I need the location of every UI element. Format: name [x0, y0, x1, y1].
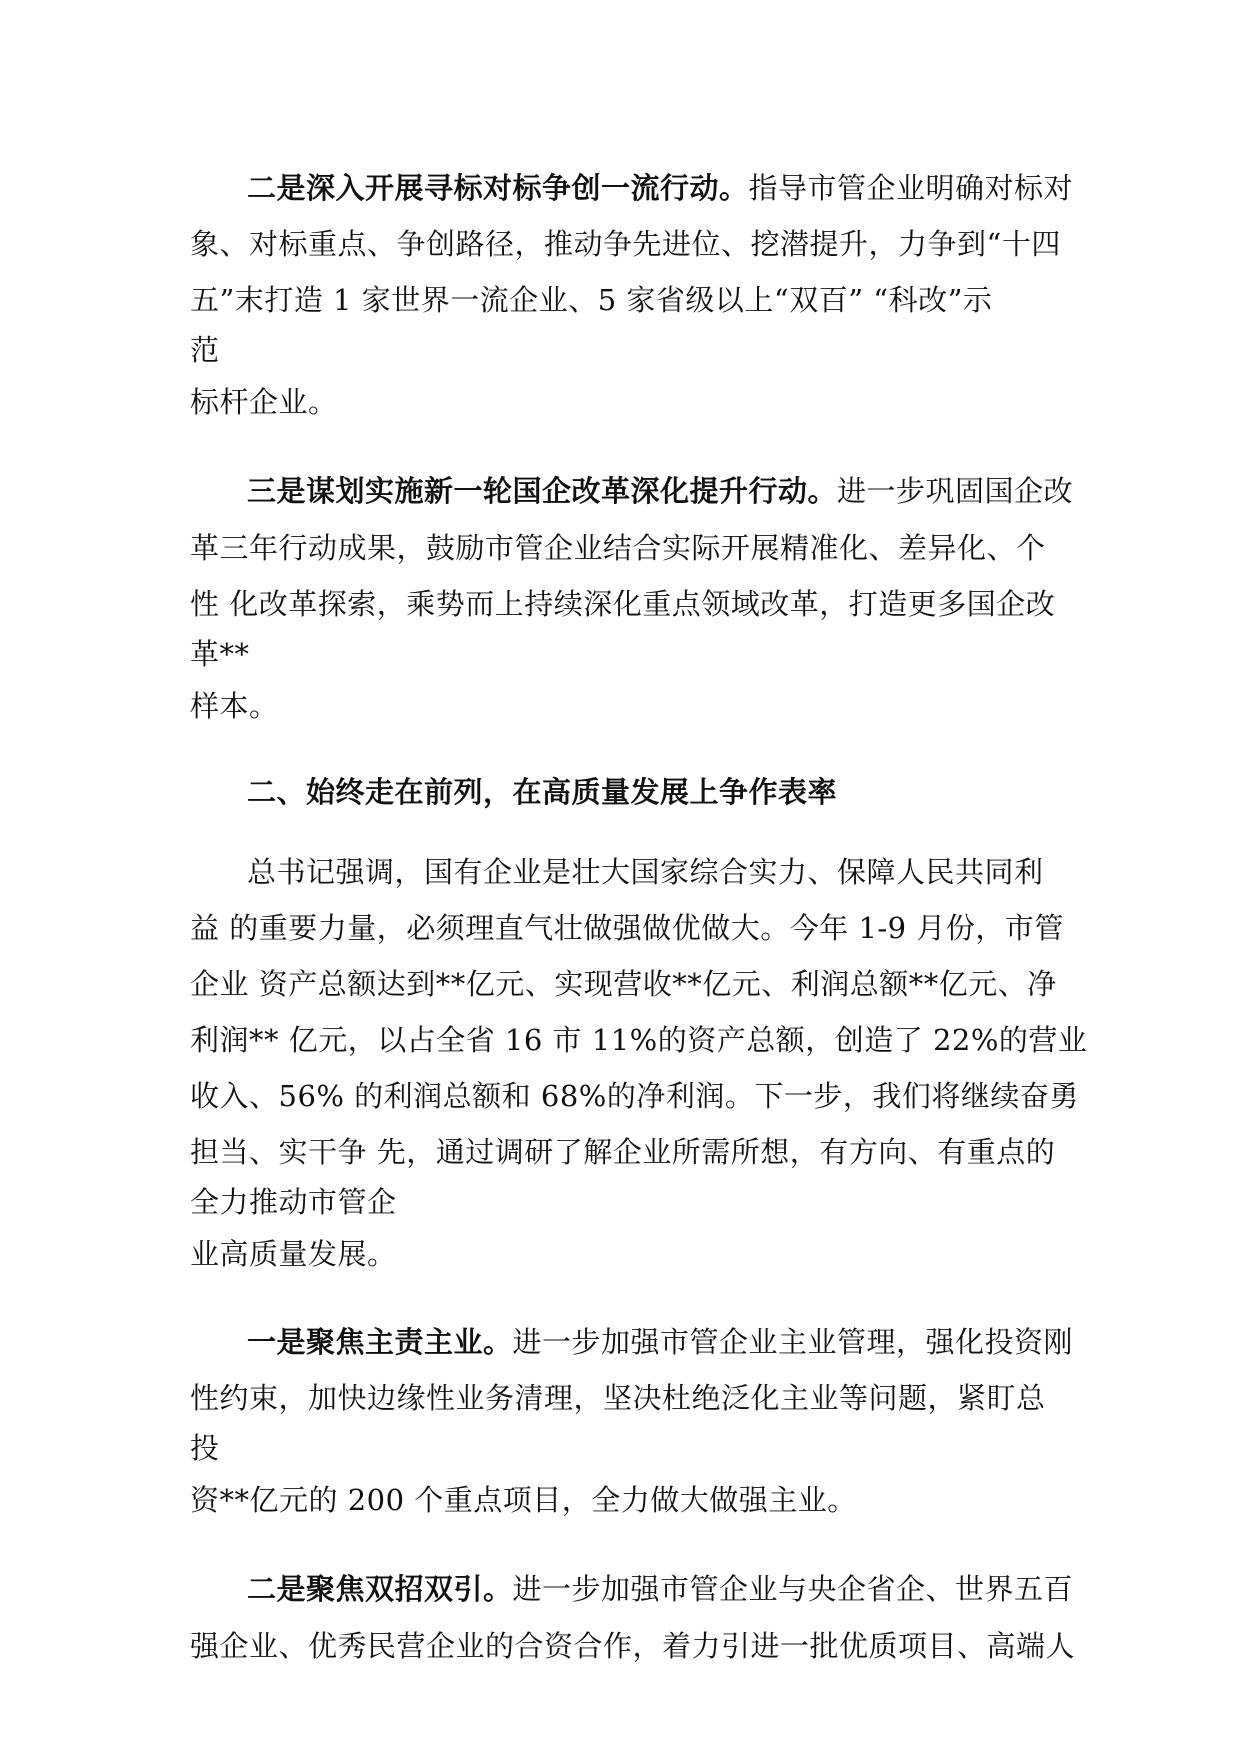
paragraph-2-line-5: 样本。 — [190, 689, 279, 723]
paragraph-1-line-2: 象、对标重点、争创路径，推动争先进位、挖潜提升，力争到“十四 — [190, 227, 1061, 261]
paragraph-3-line-7: 全力推动市管企 — [190, 1185, 397, 1219]
paragraph-1-text-1: 指导市管企业明确对标对 — [748, 171, 1074, 205]
paragraph-5-line-1 — [247, 1571, 1073, 1607]
section-heading: 二、始终走在前列，在高质量发展上争作表率 — [247, 775, 838, 809]
paragraph-2-text-1: 进一步巩固国企改 — [837, 474, 1074, 508]
paragraph-2-line-2: 革三年行动成果，鼓励市管企业结合实际开展精准化、差异化、个 — [190, 531, 1046, 565]
paragraph-4-lead: 一是聚焦主责主业。 — [247, 1325, 513, 1359]
paragraph-1-line-4: 范 — [190, 333, 220, 367]
paragraph-1-line-3: 五”末打造 1 家世界一流企业、5 家省级以上“双百” “科改”示 — [190, 283, 993, 317]
paragraph-2-lead: 三是谋划实施新一轮国企改革深化提升行动。 — [247, 474, 838, 508]
paragraph-3-line-5: 收入、56% 的利润总额和 68%的净利润。下一步，我们将继续奋勇 — [190, 1079, 1079, 1113]
paragraph-5-line-2: 强企业、优秀民营企业的合资合作，着力引进一批优质项目、高端人 — [190, 1629, 1076, 1663]
paragraph-3-line-2: 益 的重要力量，必须理直气壮做强做优做大。今年 1-9 月份，市管 — [190, 911, 1064, 945]
paragraph-3-line-3: 企业 资产总额达到**亿元、实现营收**亿元、利润总额**亿元、净 — [190, 967, 1057, 1001]
paragraph-5-text-1: 进一步加强市管企业与央企省企、世界五百 — [512, 1572, 1074, 1606]
paragraph-4-line-3: 投 — [190, 1431, 220, 1465]
paragraph-2-line-4: 革** — [190, 637, 250, 671]
paragraph-3-line-6: 担当、实干争 先，通过调研了解企业所需所想，有方向、有重点的 — [190, 1135, 1056, 1169]
paragraph-4-line-2: 性约束，加快边缘性业务清理，坚决杜绝泛化主业等问题，紧盯总 — [190, 1381, 1046, 1415]
paragraph-3-line-4: 利润** 亿元，以占全省 16 市 11%的资产总额，创造了 22%的营业 — [190, 1023, 1088, 1057]
paragraph-3-line-1: 总书记强调，国有企业是壮大国家综合实力、保障人民共同利 — [247, 855, 1044, 889]
paragraph-1-lead: 二是深入开展寻标对标争创一流行动。 — [247, 171, 749, 205]
paragraph-2-line-1 — [247, 473, 1073, 509]
paragraph-4-line-1 — [247, 1324, 1073, 1360]
paragraph-4-text-1: 进一步加强市管企业主业管理，强化投资刚 — [512, 1325, 1074, 1359]
paragraph-4-line-4: 资**亿元的 200 个重点项目，全力做大做强主业。 — [190, 1483, 857, 1517]
paragraph-3-line-8: 业高质量发展。 — [190, 1237, 397, 1271]
paragraph-1-line-1 — [247, 170, 1073, 206]
paragraph-2-line-3: 性 化改革探索，乘势而上持续深化重点领域改革，打造更多国企改 — [190, 587, 1056, 621]
paragraph-1-line-5: 标杆企业。 — [190, 385, 338, 419]
paragraph-5-lead: 二是聚焦双招双引。 — [247, 1572, 513, 1606]
